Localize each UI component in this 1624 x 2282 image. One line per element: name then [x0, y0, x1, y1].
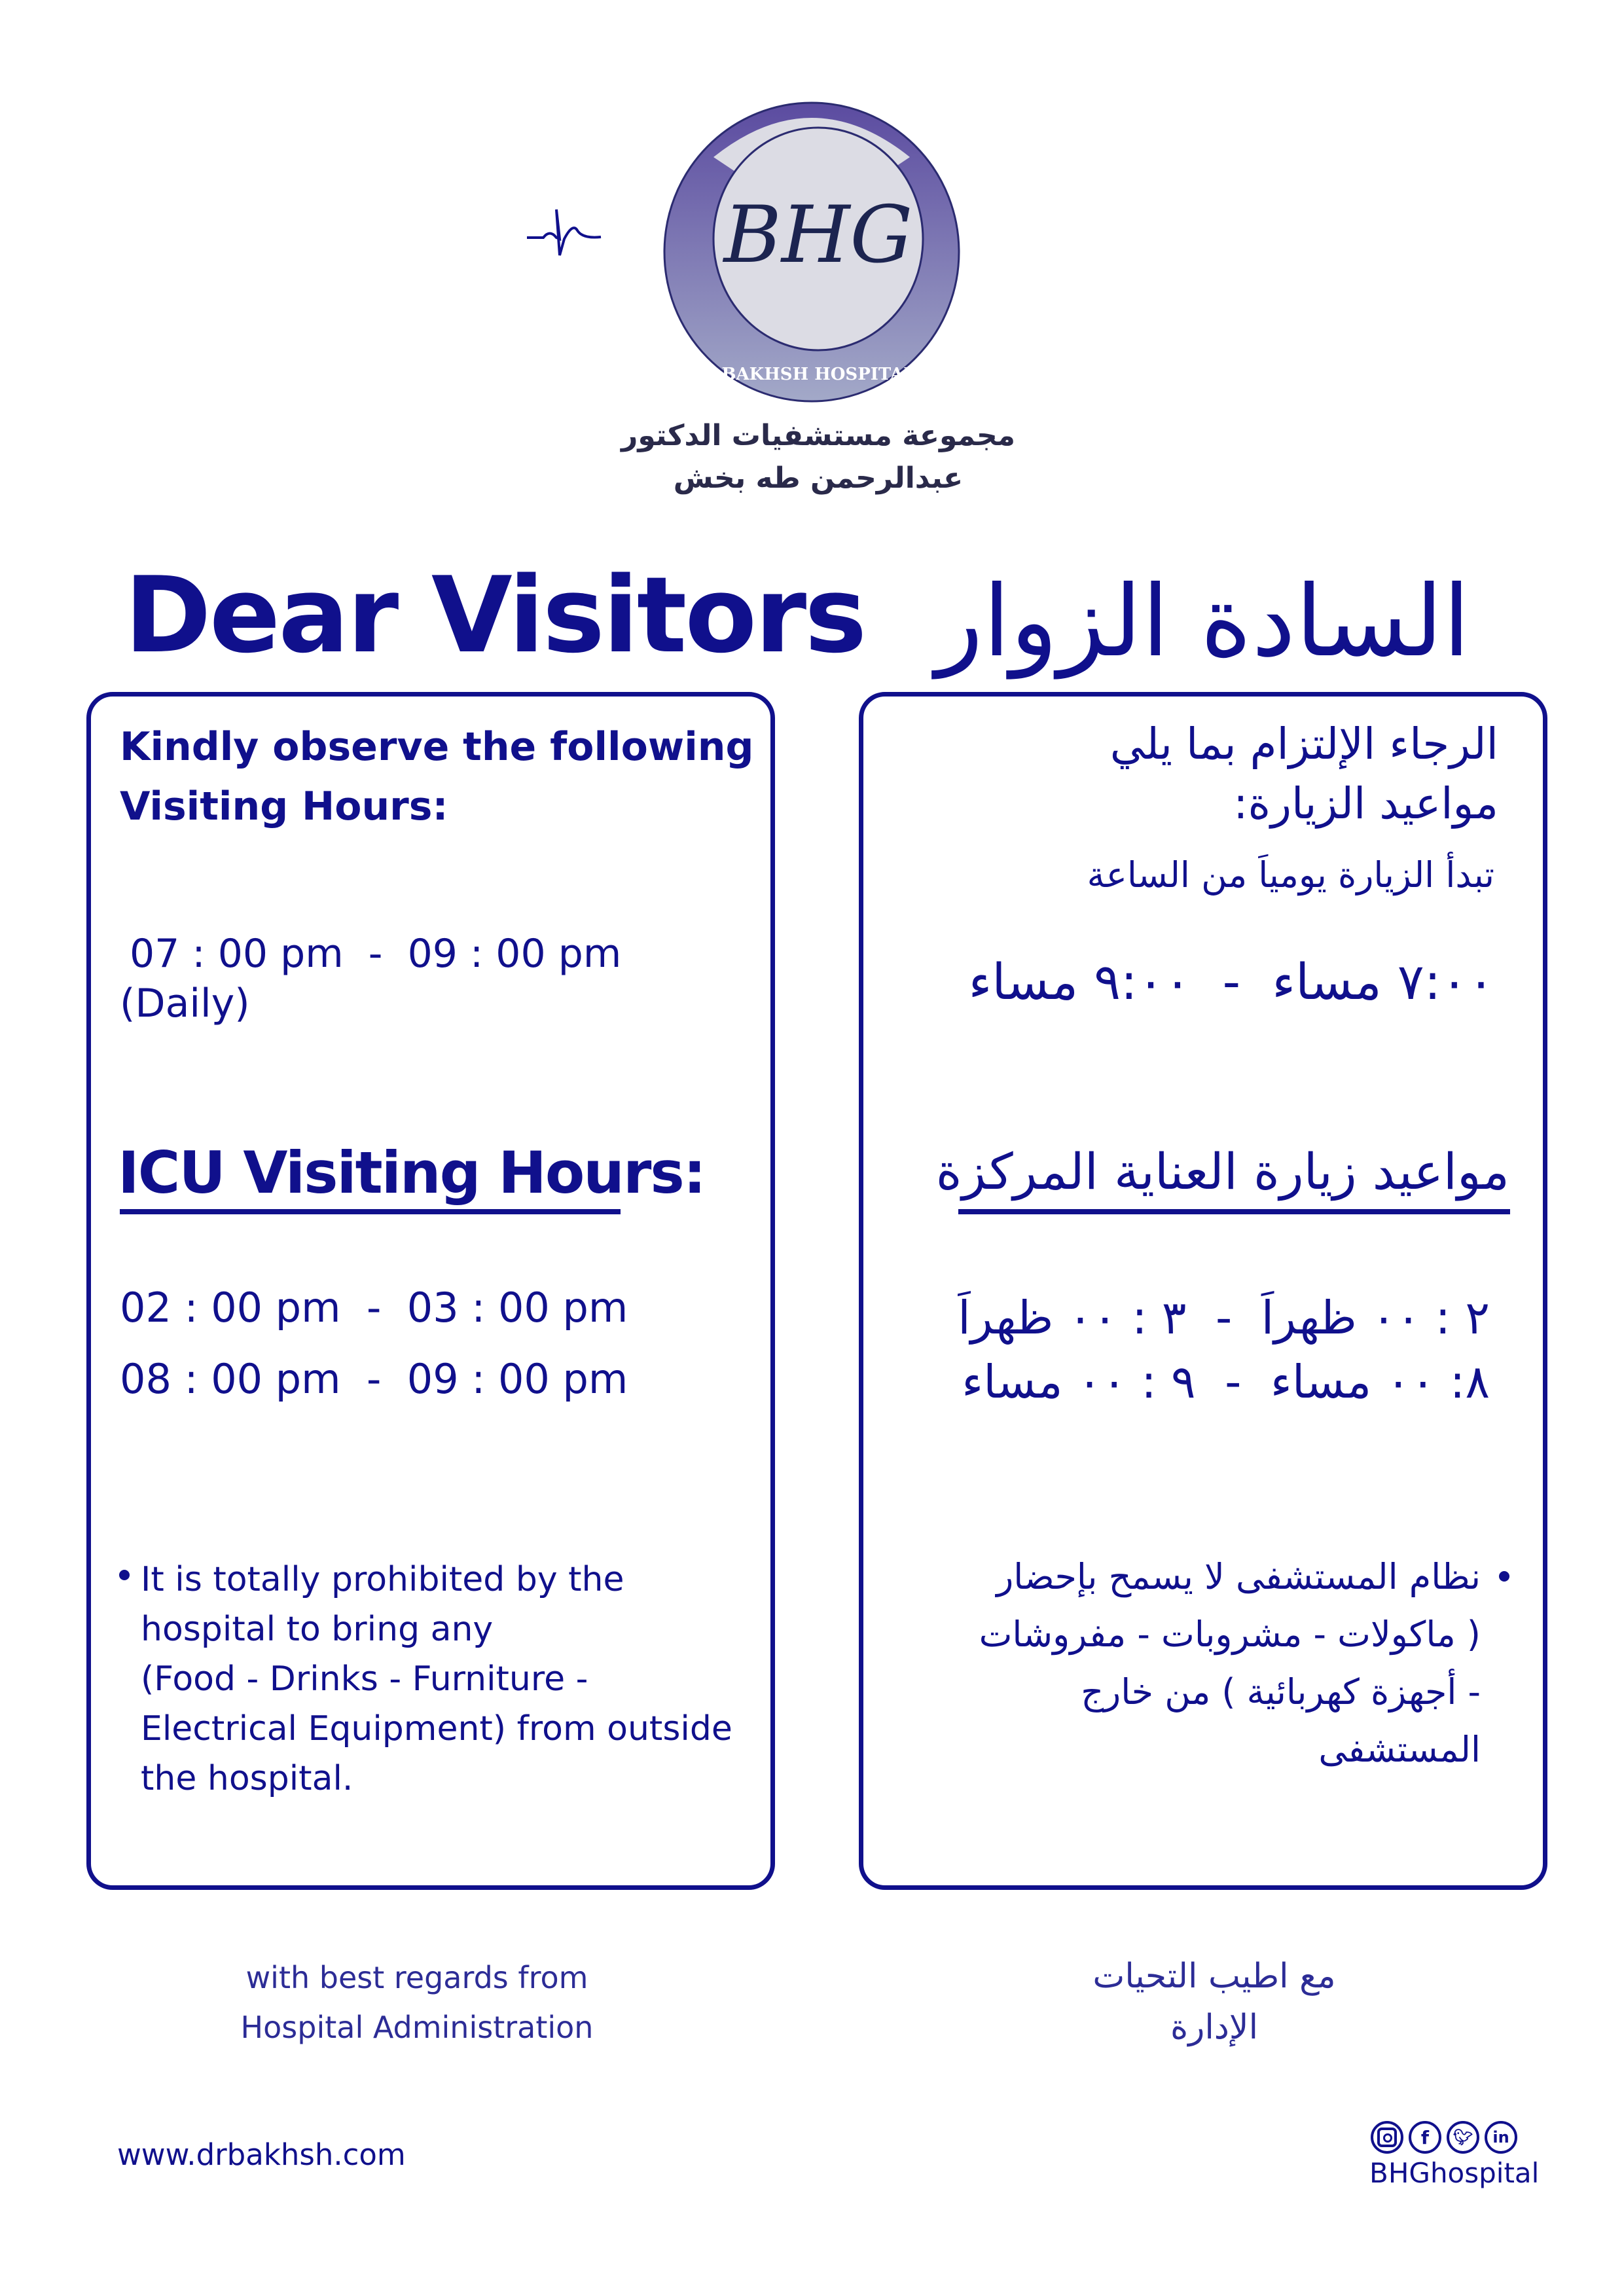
daily-intro-ar: تبدأ الزيارة يومياَ من الساعة [1087, 854, 1494, 896]
logo-name-ar-line1: مجموعة مستشفيات الدكتور [621, 419, 1015, 452]
regards-ar [1018, 1951, 1411, 2053]
regards-en [221, 1953, 613, 2052]
intro-line1-en: Kindly observe the following [120, 724, 754, 770]
logo-name-ar-line2: عبدالرحمن طه بخش [673, 462, 964, 495]
icu-hours-ar-2: ٨: ٠٠ مساء - ٩ : ٠٠ مساء [962, 1355, 1490, 1409]
notice-ar [979, 1548, 1481, 1779]
hospital-logo [524, 92, 1113, 419]
intro-line2-ar: مواعيد الزيارة: [1233, 778, 1498, 829]
notice-en-line: the hospital. [141, 1759, 353, 1798]
twitter-icon[interactable]: 🐦︎ [1447, 2121, 1479, 2154]
facebook-icon[interactable]: f [1409, 2121, 1441, 2154]
bullet-icon [1499, 1571, 1509, 1582]
notice-ar-line: ( ماكولات - مشروبات - مفروشات [979, 1614, 1481, 1655]
icu-hours-ar-1: ٢ : ٠٠ ظهراَ - ٣ : ٠٠ ظهراَ [958, 1291, 1490, 1345]
daily-hours-ar: ٧:٠٠ مساء - ٩:٠٠ مساء [968, 952, 1494, 1011]
notice-ar-line: - أجهزة كهربائية ) من خارج [1081, 1671, 1481, 1712]
social-handle: BHGhospital [1369, 2157, 1540, 2189]
logo-monogram: BHG [723, 190, 913, 281]
icu-heading-underline-en [120, 1209, 621, 1214]
regards-en-line2: Hospital Administration [240, 2010, 594, 2045]
instagram-icon[interactable] [1371, 2121, 1403, 2154]
title-arabic: السادة الزوار [935, 565, 1470, 679]
notice-en-line: It is totally prohibited by the [141, 1560, 624, 1599]
notice-ar-line: نظام المستشفى لا يسمح بإحضار [996, 1556, 1481, 1597]
notice-en-line: (Food - Drinks - Furniture - [141, 1659, 588, 1699]
ecg-line-left [527, 209, 601, 255]
title-english: Dear Visitors [124, 554, 865, 676]
regards-ar-line1: مع اطيب التحيات [1092, 1957, 1336, 1996]
linkedin-icon[interactable]: in [1485, 2121, 1517, 2154]
regards-en-line1: with best regards from [245, 1960, 588, 1995]
icu-heading-en: ICU Visiting Hours: [118, 1139, 705, 1206]
regards-ar-line2: الإدارة [1170, 2008, 1259, 2047]
website-link[interactable]: www.drbakhsh.com [117, 2137, 406, 2172]
notice-en-line: hospital to bring any [141, 1610, 494, 1649]
notice-ar-line: المستشفى [1318, 1729, 1481, 1770]
icu-heading-underline-ar [958, 1209, 1510, 1214]
notice-en [141, 1555, 732, 1803]
notice-en-line: Electrical Equipment) from outside [141, 1709, 732, 1748]
intro-line1-ar: الرجاء الإلتزام بما يلي [1110, 719, 1498, 769]
svg-text:DOCTOR BAKHSH HOSPITAL GROUP: DOCTOR BAKHSH HOSPITAL GROUP [630, 365, 993, 384]
daily-label-en: (Daily) [120, 981, 250, 1026]
icu-hours-en-1: 02 : 00 pm - 03 : 00 pm [120, 1284, 628, 1331]
bullet-icon [119, 1570, 130, 1580]
icu-heading-ar: مواعيد زيارة العناية المركزة [935, 1142, 1509, 1201]
intro-line2-en: Visiting Hours: [120, 784, 448, 829]
daily-hours-en: 07 : 00 pm - 09 : 00 pm [130, 931, 622, 977]
icu-hours-en-2: 08 : 00 pm - 09 : 00 pm [120, 1355, 628, 1403]
